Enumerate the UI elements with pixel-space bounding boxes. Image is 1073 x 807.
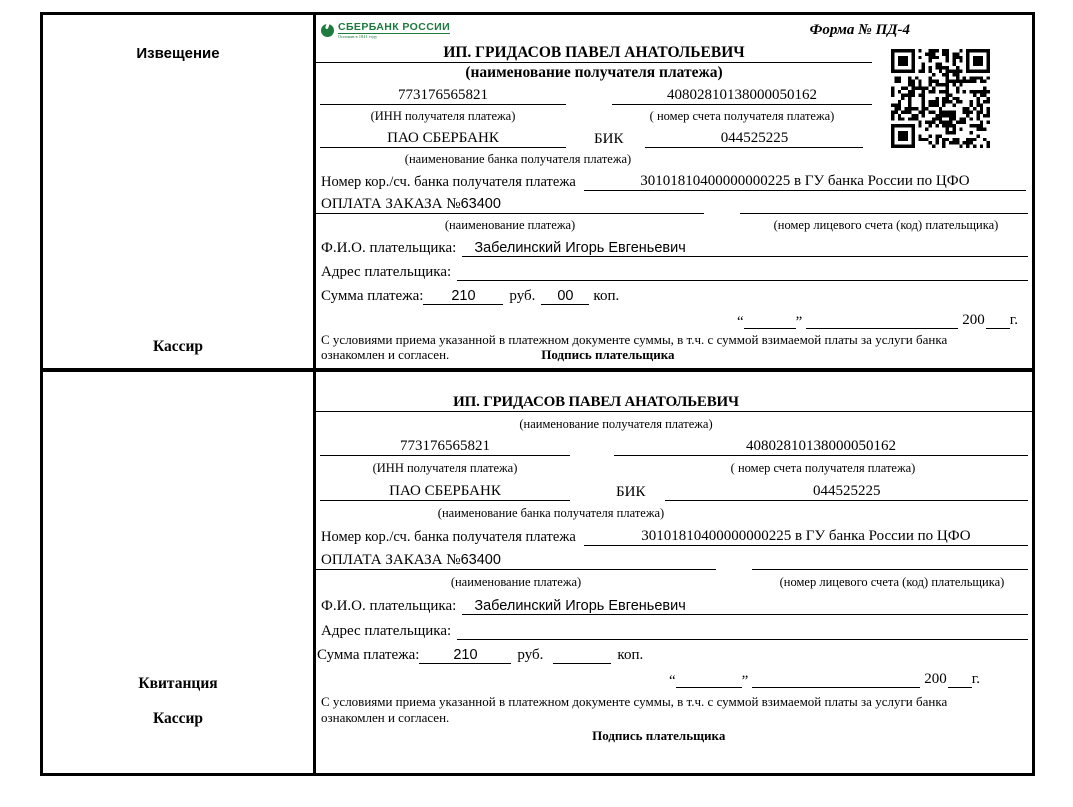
bik-label: БИК [594, 131, 624, 147]
amount-rub-value: 210 [419, 647, 511, 664]
account-hint: ( номер счета получателя платежа) [730, 461, 916, 475]
amount-rub-value: 210 [423, 288, 503, 305]
receipt-section [43, 372, 1032, 773]
sberbank-emblem-icon [321, 24, 334, 37]
bank-name-value: ПАО СБЕРБАНК [320, 483, 570, 501]
bank-hint: (наименование банка получателя платежа) [404, 152, 632, 166]
date-quote-close: ” [795, 314, 803, 330]
year-line [986, 328, 1010, 329]
kop-label: коп. [617, 647, 644, 663]
purpose-value [316, 551, 716, 570]
year-prefix: 200 [962, 312, 985, 328]
year-line [948, 687, 972, 688]
receipt-title: Квитанция [138, 675, 218, 692]
notice-section [43, 15, 1032, 372]
notice-form-pane [316, 15, 1032, 368]
inn-hint: (ИНН получателя платежа) [372, 461, 518, 475]
date-quote-open: “ [668, 673, 676, 689]
agreement-text [316, 694, 1032, 744]
logo-tagline: Основан в 1841 году [338, 33, 378, 39]
amount-label: Сумма платежа: [321, 288, 424, 304]
amount-label: Сумма платежа: [317, 647, 420, 663]
year-suffix: г. [971, 671, 980, 687]
notice-label-cell [43, 15, 316, 368]
rub-label: руб. [517, 647, 544, 663]
date-month-line [806, 328, 958, 329]
order-number: 63400 [460, 552, 501, 568]
date-day-line [676, 687, 742, 688]
sberbank-logo [321, 22, 450, 39]
agreement-line1: С условиями приема указанной в платежном документе суммы, в т.ч. с суммой взимаемой платы за услуги банка [321, 694, 948, 709]
logo-brand: СБЕРБАНК РОССИИ [338, 20, 451, 33]
payer-name-value: Забелинский Игорь Евгеньевич [462, 240, 1028, 257]
purpose-value [316, 195, 704, 214]
recipient-name: ИП. ГРИДАСОВ ПАВЕЛ АНАТОЛЬЕВИЧ [453, 394, 739, 410]
inn-hint: (ИНН получателя платежа) [370, 109, 516, 123]
bik-value: 044525225 [665, 483, 1028, 501]
personal-account-hint: (номер лицевого счета (код) плательщика) [779, 575, 1005, 589]
korr-value: 30101810400000000225 в ГУ банка России по ЦФО [584, 173, 1026, 191]
recipient-hint: (наименование получателя платежа) [465, 64, 723, 81]
korr-label: Номер кор./сч. банка получателя платежа [321, 529, 576, 545]
agreement-line1: С условиями приема указанной в платежном документе суммы, в т.ч. с суммой взимаемой платы за услуги банка [321, 332, 948, 347]
account-hint: ( номер счета получателя платежа) [649, 109, 835, 123]
fio-label: Ф.И.О. плательщика: [321, 240, 457, 256]
account-value: 40802810138000050162 [612, 87, 872, 105]
korr-label: Номер кор./сч. банка получателя платежа [321, 174, 576, 190]
account-value: 40802810138000050162 [614, 438, 1028, 456]
date-day-line [744, 328, 796, 329]
agreement-text [316, 332, 1032, 362]
recipient-name: ИП. ГРИДАСОВ ПАВЕЛ АНАТОЛЬЕВИЧ [316, 44, 872, 63]
address-label: Адрес плательщика: [321, 623, 452, 639]
amount-kop-value: 00 [541, 288, 589, 305]
fio-label: Ф.И.О. плательщика: [321, 598, 457, 614]
purpose-hint: (наименование платежа) [450, 575, 582, 589]
payer-name-value: Забелинский Игорь Евгеньевич [462, 598, 1028, 615]
notice-title: Извещение [136, 45, 220, 62]
date-quote-open: “ [736, 314, 744, 330]
receipt-cashier-label: Кассир [152, 710, 204, 727]
inn-value: 773176565821 [320, 87, 566, 105]
rub-label: руб. [509, 288, 536, 304]
receipt-label-cell [43, 372, 316, 773]
agreement-line2: ознакомлен и согласен. [321, 347, 450, 362]
notice-cashier-label: Кассир [152, 338, 204, 355]
bank-hint: (наименование банка получателя платежа) [437, 506, 665, 520]
kop-label: коп. [593, 288, 620, 304]
bik-value: 044525225 [645, 130, 863, 148]
order-number: 63400 [460, 196, 501, 212]
year-prefix: 200 [924, 671, 947, 687]
purpose-prefix: ОПЛАТА ЗАКАЗА № [321, 196, 461, 212]
bik-label: БИК [616, 484, 646, 500]
pd4-document [40, 12, 1035, 776]
receipt-form-pane [316, 372, 1032, 773]
recipient-hint: (наименование получателя платежа) [519, 417, 713, 431]
signature-label: Подпись плательщика [541, 347, 675, 362]
signature-label: Подпись плательщика [592, 728, 726, 743]
qr-code [891, 49, 990, 148]
purpose-hint: (наименование платежа) [444, 218, 576, 232]
address-label: Адрес плательщика: [321, 264, 452, 280]
bank-name-value: ПАО СБЕРБАНК [320, 130, 566, 148]
personal-account-hint: (номер лицевого счета (код) плательщика) [773, 218, 999, 232]
agreement-line2: ознакомлен и согласен. [321, 710, 450, 725]
purpose-prefix: ОПЛАТА ЗАКАЗА № [321, 552, 461, 568]
korr-value: 30101810400000000225 в ГУ банка России по ЦФО [584, 528, 1028, 546]
inn-value: 773176565821 [320, 438, 570, 456]
form-number: Форма № ПД-4 [809, 21, 910, 38]
year-suffix: г. [1009, 312, 1018, 328]
date-month-line [752, 687, 920, 688]
date-quote-close: ” [741, 673, 749, 689]
